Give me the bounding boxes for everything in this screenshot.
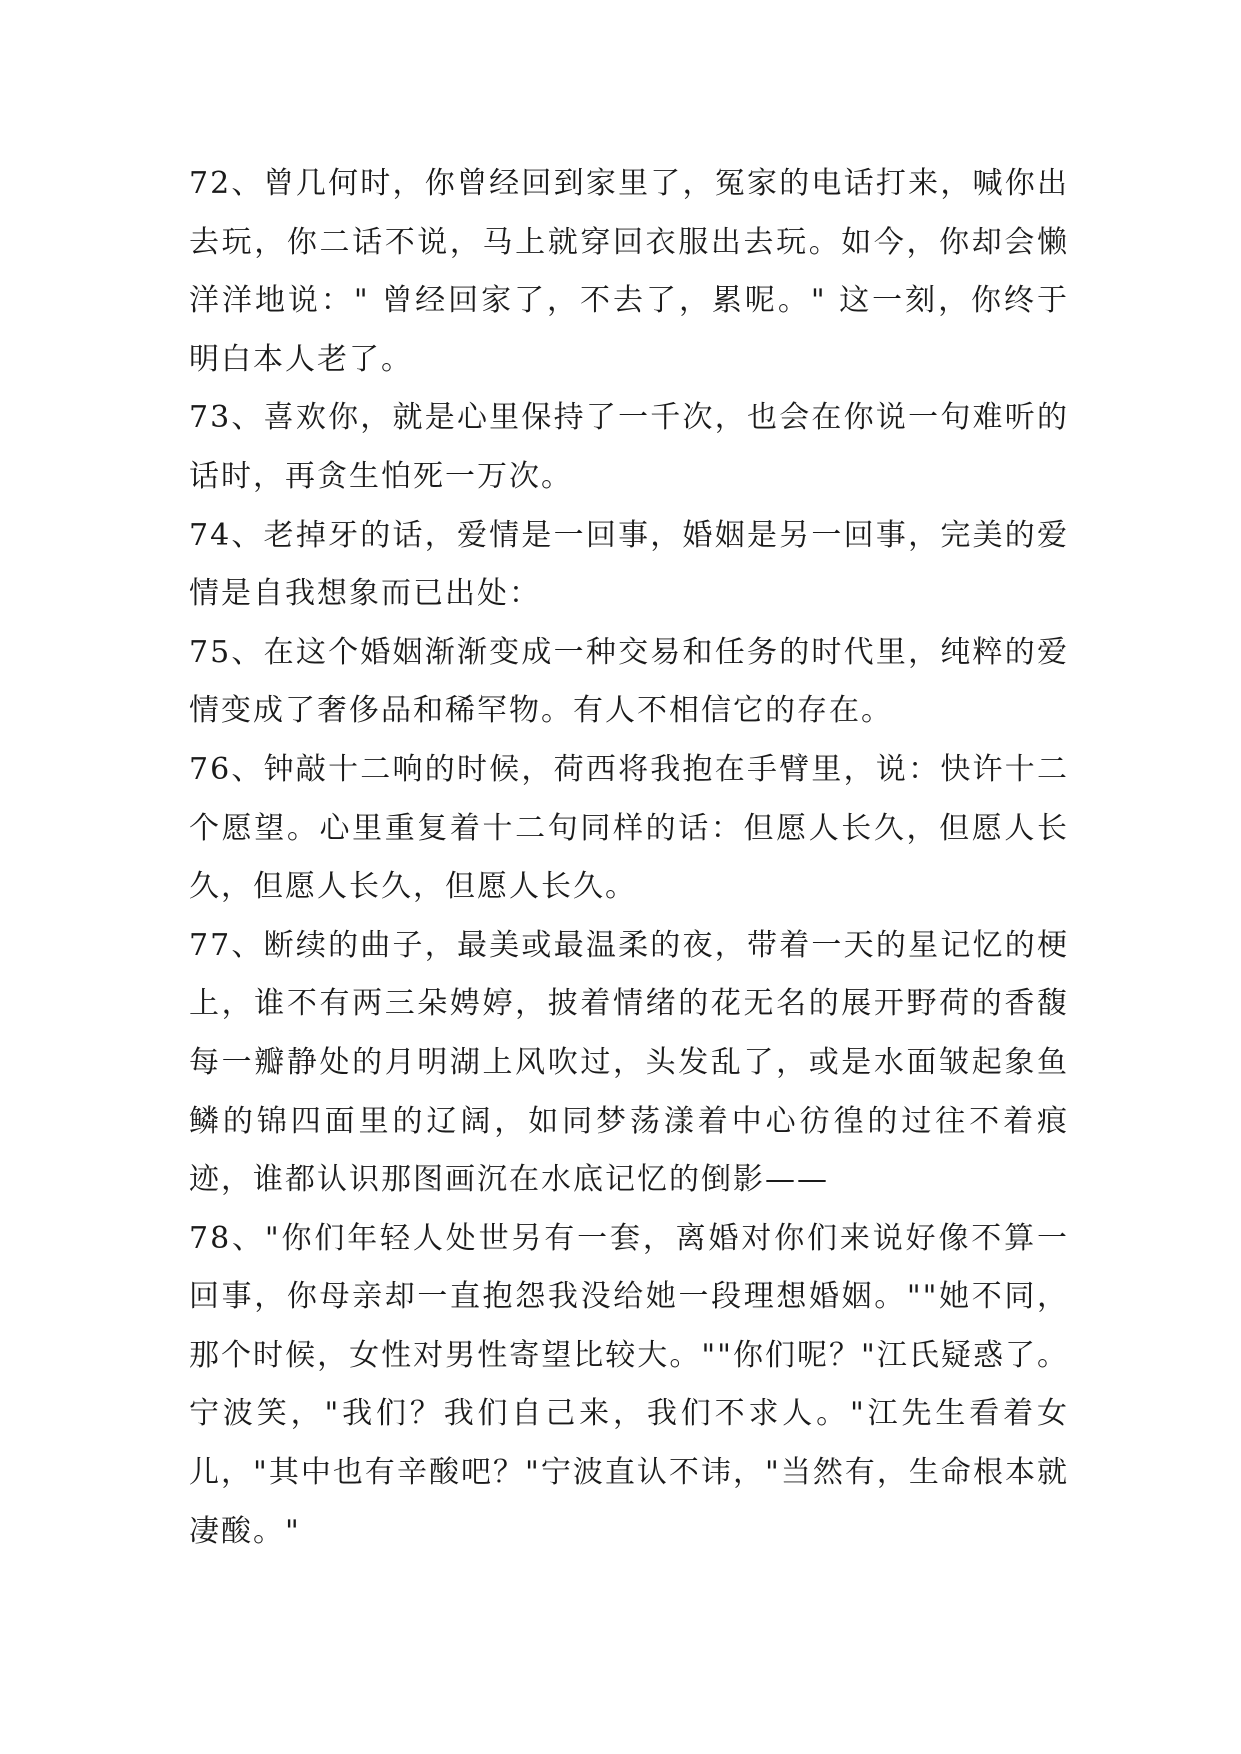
paragraph-76: 76、钟敲十二响的时候，荷西将我抱在手臂里，说：快许十二个愿望。心里重复着十二句同样的话：但愿人长久，但愿人长久，但愿人长久，但愿人长久。 [189,751,1069,905]
paragraph-78: 78、"你们年轻人处世另有一套，离婚对你们来说好像不算一回事，你母亲却一直抱怨我没给她一段理想婚姻。""她不同，那个时候，女性对男性寄望比较大。""你们呢？"江氏疑惑了。宁波笑，"我们？我们自己来，我们不求人。"江先生看着女儿，"其中也有辛酸吧？"宁波直认不讳，"当然有，生命根本就凄酸。" [189,1220,1069,1549]
paragraph-72: 72、曾几何时，你曾经回到家里了，冤家的电话打来，喊你出去玩，你二话不说，马上就穿回衣服出去玩。如今，你却会懒洋洋地说：" 曾经回家了，不去了，累呢。" 这一刻，你终于明白本人老了。 [189,166,1069,377]
paragraph-77: 77、断续的曲子，最美或最温柔的夜，带着一天的星记忆的梗上，谁不有两三朵娉婷，披着情绪的花无名的展开野荷的香馥每一瓣静处的月明湖上风吹过，头发乱了，或是水面皱起象鱼鳞的锦四面里的辽阔，如同梦荡漾着中心彷徨的过往不着痕迹，谁都认识那图画沉在水底记忆的倒影—— [189,927,1069,1198]
paragraph-73: 73、喜欢你，就是心里保持了一千次，也会在你说一句难听的话时，再贪生怕死一万次。 [189,400,1069,494]
paragraph-74: 74、老掉牙的话，爱情是一回事，婚姻是另一回事，完美的爱情是自我想象而已出处： [189,517,1069,612]
text-body [189,155,1069,1561]
paragraph-75: 75、在这个婚姻渐渐变成一种交易和任务的时代里，纯粹的爱情变成了奢侈品和稀罕物。有人不相信它的存在。 [189,634,1069,729]
